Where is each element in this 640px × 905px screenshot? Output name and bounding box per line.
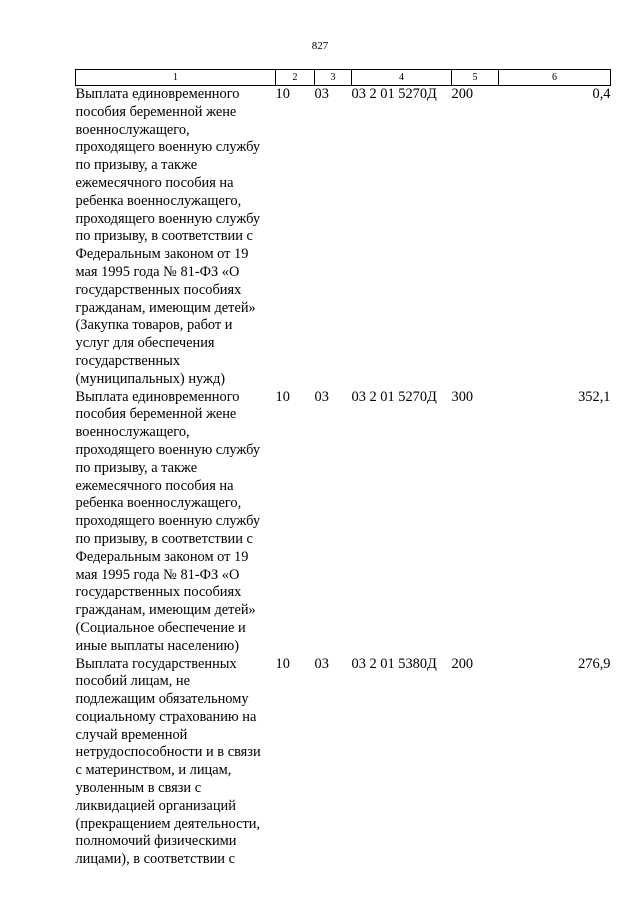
expense-name-line: (Закупка товаров, работ и <box>75 317 233 334</box>
expense-name-line: ребенка военнослужащего, <box>75 495 242 512</box>
column-number-row <box>76 70 611 86</box>
column-header-4: 4 <box>352 70 452 86</box>
expense-name-line: Выплата государственных <box>75 655 237 672</box>
expense-name-line: государственных пособиях <box>75 281 242 298</box>
expense-name-cell <box>76 656 276 870</box>
expense-name-line: иные выплаты населению) <box>75 637 240 654</box>
expense-name-line: случай временной <box>75 726 188 743</box>
expense-name-line: нетрудоспособности и в связи <box>75 744 261 761</box>
amount-cell: 276,9 <box>578 655 611 672</box>
amount-cell: 352,1 <box>578 388 611 405</box>
expense-name-line: подлежащим обязательному <box>75 691 249 708</box>
expense-name-line: военнослужащего, <box>75 121 190 138</box>
expense-type-cell: 200 <box>451 655 474 672</box>
subsection-cell: 03 <box>314 388 329 405</box>
column-header-2: 2 <box>276 70 315 86</box>
subsection-cell: 03 <box>314 86 329 102</box>
amount-cell: 0,4 <box>592 86 611 102</box>
expense-name-line: проходящего военную службу <box>75 210 261 227</box>
table-row <box>76 389 611 656</box>
expense-name-cell <box>76 86 276 389</box>
expense-name-line: услуг для обеспечения <box>75 335 215 352</box>
expense-name-line: по призыву, а также <box>75 157 198 174</box>
expense-name-line: проходящего военную службу <box>75 139 261 156</box>
expense-name-line: ежемесячного пособия на <box>75 174 234 191</box>
expense-name-line: Выплата единовременного <box>75 388 240 405</box>
expense-name-line: Федеральным законом от 19 <box>75 246 249 263</box>
expense-name-line: государственных пособиях <box>75 584 242 601</box>
expense-name-line: пособия беременной жене <box>75 103 237 120</box>
expense-name-line: по призыву, а также <box>75 459 198 476</box>
expense-name-line: пособия беременной жене <box>75 406 237 423</box>
expense-name-line: мая 1995 года № 81-ФЗ «О <box>75 566 240 583</box>
expense-name-line: проходящего военную службу <box>75 513 261 530</box>
subsection-cell: 03 <box>314 655 329 672</box>
expense-name-line: мая 1995 года № 81-ФЗ «О <box>75 263 240 280</box>
expense-name-line: с материнством, и лицам, <box>75 762 232 779</box>
expense-name-line: ежемесячного пособия на <box>75 477 234 494</box>
expense-name-line: Федеральным законом от 19 <box>75 548 249 565</box>
expense-name-line: по призыву, в соответствии с <box>75 228 253 245</box>
expense-name-line: гражданам, имеющим детей» <box>75 602 256 619</box>
section-cell: 10 <box>275 388 290 405</box>
expense-name-line: пособий лицам, не <box>75 673 191 690</box>
expense-name-line: государственных <box>75 352 181 369</box>
expense-name-line: военнослужащего, <box>75 424 190 441</box>
expense-name-line: проходящего военную службу <box>75 441 261 458</box>
target-article-cell: 03 2 01 5270Д <box>351 86 437 102</box>
expense-name-line: уволенным в связи с <box>75 780 202 797</box>
expense-type-cell: 300 <box>451 388 474 405</box>
column-header-5: 5 <box>452 70 499 86</box>
expense-name-line: лицами), в соответствии с <box>75 851 235 868</box>
expense-name-line: по призыву, в соответствии с <box>75 530 253 547</box>
table-row <box>76 656 611 870</box>
table-body <box>76 86 611 870</box>
expense-name-line: Выплата единовременного <box>75 86 240 102</box>
budget-table <box>75 69 611 869</box>
page-number: 827 <box>311 40 329 52</box>
expense-name-line: ликвидацией организаций <box>75 797 236 814</box>
expense-name-line: гражданам, имеющим детей» <box>75 299 256 316</box>
column-header-3: 3 <box>315 70 352 86</box>
section-cell: 10 <box>275 655 290 672</box>
column-header-1: 1 <box>76 70 276 86</box>
expense-name-line: полномочий физическими <box>75 833 237 850</box>
expense-name-cell <box>76 389 276 656</box>
column-header-6: 6 <box>499 70 611 86</box>
expense-type-cell: 200 <box>451 86 474 102</box>
target-article-cell: 03 2 01 5380Д <box>351 655 437 672</box>
expense-name-line: (муниципальных) нужд) <box>75 370 226 387</box>
expense-name-line: социальному страхованию на <box>75 708 257 725</box>
expense-name-line: (Социальное обеспечение и <box>75 619 246 636</box>
target-article-cell: 03 2 01 5270Д <box>351 388 437 405</box>
expense-name-line: (прекращением деятельности, <box>75 815 261 832</box>
section-cell: 10 <box>275 86 290 102</box>
table-row <box>76 86 611 389</box>
expense-name-line: ребенка военнослужащего, <box>75 192 242 209</box>
